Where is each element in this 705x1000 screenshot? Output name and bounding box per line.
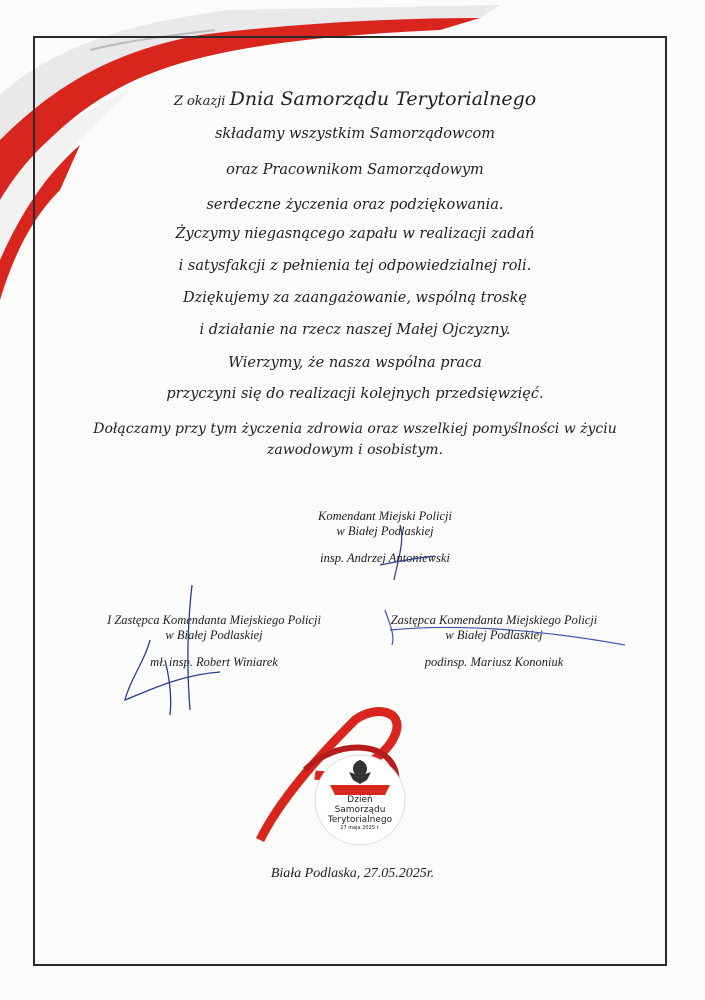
greeting-line: zawodowym i osobistym. <box>267 442 443 458</box>
greeting-line: oraz Pracownikom Samorządowym <box>226 162 484 178</box>
local-government-day-emblem <box>245 700 445 860</box>
first-deputy-unit: w Białej Podlaskiej <box>165 628 263 642</box>
greeting-line: Dołączamy przy tym życzenia zdrowia oraz wszelkiej pomyślności w życiu <box>93 421 617 437</box>
emblem-text <box>318 795 402 832</box>
emblem-line3: Terytorialnego <box>327 815 393 825</box>
emblem-line2: Samorządu <box>334 805 386 815</box>
deputy-name: podinsp. Mariusz Kononiuk <box>424 655 564 669</box>
first-deputy-title: I Zastępca Komendanta Miejskiego Policji <box>107 613 321 627</box>
greeting-line: i satysfakcji z pełnienia tej odpowiedzialnej roli. <box>178 258 532 274</box>
emblem-line1: Dzień <box>347 795 373 805</box>
deputy-handwritten-signature <box>380 600 630 660</box>
greeting-line: przyczyni się do realizacji kolejnych przedsięwzięć. <box>166 386 544 402</box>
place-and-date: Biała Podlaska, 27.05.2025r. <box>270 866 435 881</box>
greeting-heading <box>60 88 650 110</box>
greeting-line: serdeczne życzenia oraz podziękowania. <box>206 197 504 213</box>
emblem-date: 27 maja 2025 r. <box>340 825 380 831</box>
first-deputy-handwritten-signature <box>110 580 230 720</box>
commandant-handwritten-signature <box>360 520 450 590</box>
deputy-unit: w Białej Podlaskiej <box>445 628 543 642</box>
deputy-title: Zastępca Komendanta Miejskiego Policji <box>390 613 598 627</box>
greeting-line: Wierzymy, że nasza wspólna praca <box>228 355 482 371</box>
commandant-unit: w Białej Podlaskiej <box>336 524 434 538</box>
greeting-prefix: Z okazji <box>173 94 226 109</box>
commandant-title: Komendant Miejski Policji <box>317 509 452 523</box>
commandant-name: insp. Andrzej Antoniewski <box>320 551 450 565</box>
greeting-line: Życzymy niegasnącego zapału w realizacji zadań <box>175 226 535 242</box>
greeting-text <box>60 0 650 470</box>
first-deputy-name: mł. insp. Robert Winiarek <box>150 655 278 669</box>
greeting-line: Dziękujemy za zaangażowanie, wspólną troskę <box>183 290 527 306</box>
greeting-title: Dnia Samorządu Terytorialnego <box>229 88 537 110</box>
greeting-line: i działanie na rzecz naszej Małej Ojczyzny. <box>199 322 511 338</box>
greeting-line: składamy wszystkim Samorządowcom <box>214 126 496 142</box>
